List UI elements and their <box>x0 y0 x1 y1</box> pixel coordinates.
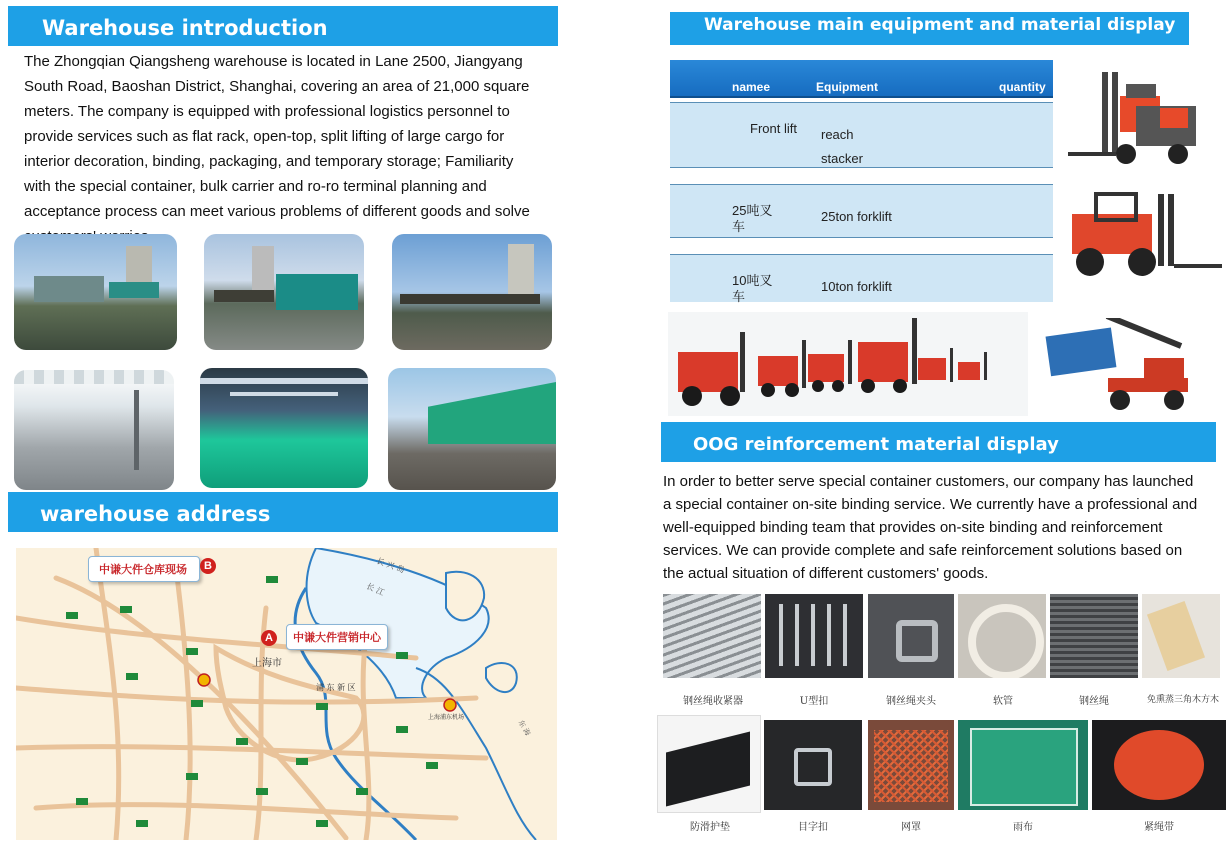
equipment-table <box>670 60 1053 302</box>
material-caption: U型扣 <box>799 696 829 707</box>
warehouse-photo-2 <box>204 234 364 350</box>
equipment-banner <box>670 12 1189 45</box>
buckle-image <box>764 720 862 810</box>
material-caption: 网罩 <box>901 822 921 833</box>
intro-line: provide services such as flat rack, open-top, split lifting of large cargo for <box>24 128 505 145</box>
net-cover-image <box>868 720 954 810</box>
row-equipment: 10ton forklift <box>821 279 892 294</box>
marker-a-label: 中谦大件营销中心 <box>293 631 381 644</box>
wire-rope-image <box>1050 594 1138 678</box>
material-caption: 免熏蒸三角木方木 <box>1146 695 1219 705</box>
warehouse-photo-6 <box>388 368 556 490</box>
oog-line: the actual situation of different customers' goods. <box>663 565 989 582</box>
intro-banner <box>8 6 558 46</box>
wooden-wedge-image <box>1142 594 1220 678</box>
material-caption: 雨布 <box>1013 822 1033 833</box>
map-graphic <box>16 548 557 840</box>
header-equipment: Equipment <box>816 80 878 94</box>
material-caption: 防滑护垫 <box>690 822 730 833</box>
address-title: warehouse address <box>40 502 271 526</box>
marker-a-callout <box>286 624 388 650</box>
lashing-strap-image <box>1092 720 1226 810</box>
oog-line: services. We can provide complete and safe reinforcement solutions based on <box>663 542 1183 559</box>
intro-line: meters. The company is equipped with professional logistics personnel to <box>24 103 510 120</box>
marker-b-pin <box>200 558 216 574</box>
header-name: namee <box>732 80 771 94</box>
row-name: Front lift <box>750 121 797 136</box>
intro-line: South Road, Baoshan District, Shanghai, covering an area of 21,000 square <box>24 78 530 95</box>
forklift-25ton-image <box>1066 190 1224 282</box>
material-caption: 钢丝绳 <box>1079 696 1109 707</box>
marker-b-callout <box>88 556 200 582</box>
warehouse-photo-5 <box>200 368 368 488</box>
map-sea-label: 东 海 <box>516 718 532 738</box>
reach-stacker-image <box>1066 66 1206 170</box>
anti-slip-pad-image <box>657 715 761 813</box>
intro-title: Warehouse introduction <box>42 16 328 40</box>
material-caption: 目字扣 <box>798 822 828 833</box>
oog-line: a special container on-site binding service. We currently have a professional and <box>663 496 1198 513</box>
table-row <box>670 254 1053 302</box>
table-header <box>670 60 1053 98</box>
marker-b-letter: B <box>204 560 212 572</box>
intro-line: interior decoration, binding, packaging, and temporary storage; Familiarity <box>24 153 514 170</box>
marker-a-pin <box>261 630 277 646</box>
intro-line: acceptance process can meet various problems of different goods and solve <box>24 203 530 220</box>
oog-paragraph <box>663 470 1223 585</box>
container-reach-stacker-image <box>1044 318 1204 414</box>
material-caption: 钢丝绳夹头 <box>886 696 936 707</box>
map-district-label: 浦 东 新 区 <box>316 683 356 692</box>
table-row <box>670 102 1053 168</box>
oog-banner <box>661 422 1216 462</box>
material-caption: 紧绳带 <box>1144 822 1174 833</box>
header-quantity: quantity <box>999 80 1046 94</box>
intro-paragraph <box>24 49 564 249</box>
location-map <box>16 548 557 840</box>
intro-line: with the special container, bulk carrier and ro-ro terminal planning and <box>24 178 487 195</box>
row-equipment: 25ton forklift <box>821 209 892 224</box>
table-row <box>670 184 1053 238</box>
equipment-title: Warehouse main equipment and material display <box>704 15 1176 35</box>
wire-rope-clip-image <box>868 594 954 678</box>
warehouse-photo-3 <box>392 234 552 350</box>
address-banner <box>8 492 558 532</box>
map-river-label: 长 江 <box>364 581 386 598</box>
oog-title: OOG reinforcement material display <box>693 434 1059 455</box>
turnbuckle-image <box>663 594 761 678</box>
u-shackle-image <box>765 594 863 678</box>
marker-a-letter: A <box>265 632 273 644</box>
marker-b-label: 中谦大件仓库现场 <box>99 563 187 576</box>
tarpaulin-image <box>958 720 1088 810</box>
map-island-label: 长 兴 岛 <box>375 556 406 575</box>
row-name: 10吨叉车 <box>732 273 773 304</box>
row-equipment: reach <box>821 127 854 142</box>
map-city-label: 上海市 <box>252 658 282 669</box>
warehouse-photo-1 <box>14 234 177 350</box>
row-name: 25吨叉车 <box>732 203 773 234</box>
oog-line: In order to better serve special container customers, our company has launched <box>663 473 1194 490</box>
forklift-fleet-image <box>668 312 1028 416</box>
material-caption: 钢丝绳收紧器 <box>683 696 743 707</box>
material-caption: 软管 <box>993 696 1013 707</box>
oog-line: well-equipped binding team that provides on-site binding and reinforcement <box>663 519 1163 536</box>
row-equipment-line2: stacker <box>821 151 863 166</box>
map-airport-label: 上海浦东机场 <box>428 714 465 721</box>
warehouse-photo-4 <box>14 370 174 490</box>
hose-image <box>958 594 1046 678</box>
intro-line: The Zhongqian Qiangsheng warehouse is located in Lane 2500, Jiangyang <box>24 53 523 70</box>
